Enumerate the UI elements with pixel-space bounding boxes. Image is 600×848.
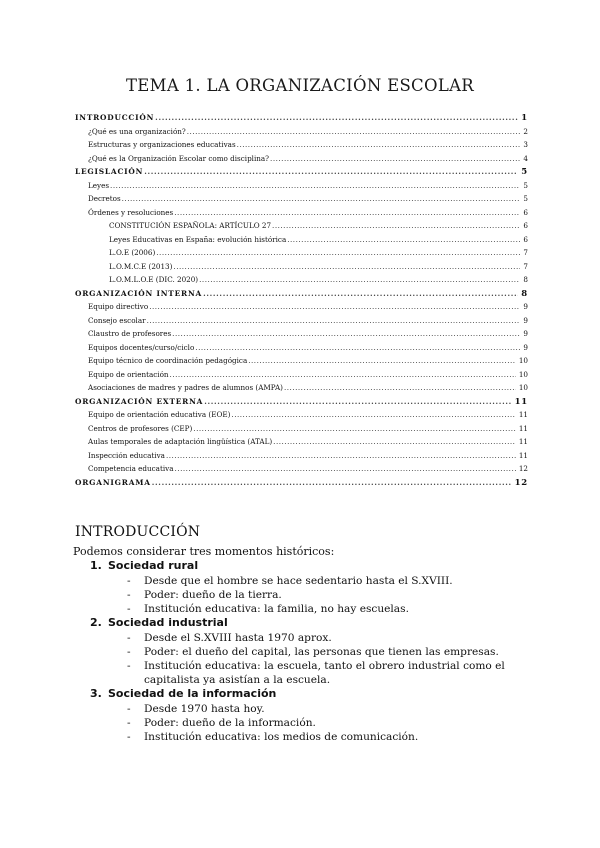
toc-dot-leader bbox=[204, 395, 511, 409]
toc-dot-leader bbox=[173, 260, 520, 274]
toc-dot-leader bbox=[248, 354, 516, 368]
bullet-text: Desde que el hombre se hace sedentario hasta el S.XVIII. bbox=[144, 574, 453, 587]
toc-entry-label: ORGANIZACIÓN EXTERNA bbox=[75, 396, 204, 406]
toc-entry[interactable] bbox=[75, 152, 528, 166]
toc-dot-leader bbox=[273, 435, 516, 449]
document-title: TEMA 1. LA ORGANIZACIÓN ESCOLAR bbox=[125, 76, 475, 95]
dash-bullet-icon: - bbox=[127, 731, 131, 744]
toc-dot-leader bbox=[147, 314, 521, 328]
toc-entry[interactable] bbox=[75, 246, 528, 260]
bullet-text: Institución educativa: la familia, no hay escuelas. bbox=[144, 602, 409, 615]
toc-dot-leader bbox=[149, 300, 520, 314]
toc-dot-leader bbox=[166, 449, 516, 463]
toc-entry-page: 11 bbox=[518, 437, 528, 446]
toc-entry-label: Aulas temporales de adaptación lingüística (ATAL) bbox=[88, 437, 273, 446]
toc-entry-label: ORGANIZACIÓN INTERNA bbox=[75, 288, 203, 298]
toc-dot-leader bbox=[270, 152, 520, 166]
toc-entry-label: Equipos docentes/curso/ciclo bbox=[88, 342, 195, 352]
toc-entry[interactable] bbox=[75, 368, 528, 382]
toc-entry-label: ORGANIGRAMA bbox=[75, 477, 151, 487]
toc-dot-leader bbox=[175, 462, 516, 476]
moment-bullet-list bbox=[73, 574, 533, 617]
bullet-text: Poder: el dueño del capital, las personas que tienen las empresas. bbox=[144, 645, 499, 658]
toc-entry-page: 9 bbox=[523, 315, 528, 325]
toc-entry-label: Consejo escolar bbox=[88, 315, 146, 325]
toc-entry-label: CONSTITUCIÓN ESPAÑOLA: ARTÍCULO 27 bbox=[109, 221, 272, 230]
toc-entry[interactable] bbox=[75, 165, 528, 179]
toc-entry-page: 9 bbox=[523, 329, 528, 338]
toc-dot-leader bbox=[272, 219, 520, 233]
toc-dot-leader bbox=[155, 111, 518, 125]
toc-entry[interactable] bbox=[75, 422, 528, 436]
toc-entry-label: Equipo de orientación bbox=[88, 369, 169, 379]
bullet-item bbox=[73, 588, 533, 602]
toc-entry[interactable] bbox=[75, 138, 528, 152]
toc-dot-leader bbox=[231, 408, 515, 422]
toc-entry[interactable] bbox=[75, 476, 528, 490]
toc-entry[interactable] bbox=[75, 192, 528, 206]
dash-bullet-icon: - bbox=[127, 574, 131, 587]
toc-entry-page: 11 bbox=[514, 396, 528, 407]
moment-title: Sociedad industrial bbox=[108, 616, 228, 630]
moment-bullet-list bbox=[73, 702, 533, 745]
bullet-text: Institución educativa: la escuela, tanto el obrero industrial como el capitalista ya asistían a la escuela. bbox=[144, 660, 505, 687]
toc-entry-label: ¿Qué es una organización? bbox=[88, 126, 186, 136]
dash-bullet-icon: - bbox=[127, 702, 131, 715]
toc-entry-page: 6 bbox=[523, 207, 528, 217]
moment-heading bbox=[73, 687, 533, 702]
bullet-item bbox=[73, 602, 533, 616]
toc-entry-page: 9 bbox=[523, 342, 528, 352]
dash-bullet-icon: - bbox=[127, 631, 131, 644]
toc-entry[interactable] bbox=[75, 111, 528, 125]
toc-entry-page: 5 bbox=[523, 180, 528, 190]
bullet-item bbox=[73, 730, 533, 744]
toc-entry-label: ¿Qué es la Organización Escolar como disciplina? bbox=[88, 153, 270, 163]
moment-heading bbox=[73, 559, 533, 574]
dash-bullet-icon: - bbox=[127, 602, 131, 615]
toc-entry-label: LEGISLACIÓN bbox=[75, 167, 144, 176]
toc-entry[interactable] bbox=[75, 287, 528, 301]
toc-entry-label: Competencia educativa bbox=[88, 464, 174, 473]
toc-entry[interactable] bbox=[75, 395, 528, 409]
toc-dot-leader bbox=[144, 165, 518, 179]
bullet-text: Poder: dueño de la información. bbox=[144, 717, 316, 730]
toc-entry-label: L.O.E (2006) bbox=[109, 248, 156, 257]
toc-dot-leader bbox=[172, 327, 520, 341]
toc-entry[interactable] bbox=[75, 435, 528, 449]
toc-entry-label: Equipo técnico de coordinación pedagógica bbox=[88, 356, 248, 365]
bullet-text: Desde el S.XVIII hasta 1970 aprox. bbox=[144, 631, 332, 644]
moment-title: Sociedad rural bbox=[108, 559, 199, 572]
toc-entry-label: Equipo de orientación educativa (EOE) bbox=[88, 410, 231, 419]
toc-entry[interactable] bbox=[75, 408, 528, 422]
bullet-item bbox=[73, 702, 533, 716]
bullet-item bbox=[73, 574, 533, 588]
toc-dot-leader bbox=[156, 246, 520, 260]
toc-entry-label: Leyes Educativas en España: evolución histórica bbox=[109, 234, 287, 244]
section-heading: INTRODUCCIÓN bbox=[75, 524, 201, 540]
toc-entry-page: 4 bbox=[523, 153, 528, 163]
toc-entry-page: 8 bbox=[521, 288, 528, 299]
moment-number: 3. bbox=[90, 687, 102, 701]
toc-entry[interactable] bbox=[75, 125, 528, 139]
toc-dot-leader bbox=[237, 138, 521, 152]
toc-entry[interactable] bbox=[75, 462, 528, 476]
moment-heading bbox=[73, 616, 533, 631]
toc-entry[interactable] bbox=[75, 300, 528, 314]
toc-entry-label: Estructuras y organizaciones educativas bbox=[88, 140, 236, 149]
moment-title: Sociedad de la información bbox=[108, 687, 277, 701]
toc-dot-leader bbox=[170, 368, 516, 382]
bullet-item bbox=[73, 716, 533, 730]
dash-bullet-icon: - bbox=[127, 588, 131, 601]
toc-entry-page: 9 bbox=[523, 302, 528, 311]
historical-moments-list bbox=[73, 559, 533, 745]
moment-item bbox=[73, 687, 533, 744]
toc-entry-label: Equipo directivo bbox=[88, 302, 149, 311]
toc-entry[interactable] bbox=[75, 381, 528, 395]
toc-entry-page: 7 bbox=[523, 261, 528, 271]
toc-entry[interactable] bbox=[75, 314, 528, 328]
toc-entry[interactable] bbox=[75, 260, 528, 274]
bullet-text: Desde 1970 hasta hoy. bbox=[144, 702, 265, 715]
toc-entry-label: L.O.M.L.O.E (DIC. 2020) bbox=[109, 275, 199, 284]
bullet-item bbox=[73, 645, 533, 659]
toc-entry[interactable] bbox=[75, 179, 528, 193]
dash-bullet-icon: - bbox=[127, 717, 131, 730]
toc-entry-label: L.O.M.C.E (2013) bbox=[109, 261, 173, 271]
dash-bullet-icon: - bbox=[127, 660, 131, 673]
toc-entry-label: Decretos bbox=[88, 194, 121, 203]
toc-dot-leader bbox=[193, 422, 516, 436]
toc-entry-label: INTRODUCCIÓN bbox=[75, 113, 155, 122]
bullet-item bbox=[73, 631, 533, 645]
dash-bullet-icon: - bbox=[127, 645, 131, 658]
toc-dot-leader bbox=[187, 125, 521, 139]
toc-entry[interactable] bbox=[75, 327, 528, 341]
toc-entry-page: 12 bbox=[514, 477, 528, 488]
toc-entry-label: Órdenes y resoluciones bbox=[88, 207, 174, 217]
toc-entry[interactable] bbox=[75, 219, 528, 233]
moment-number: 1. bbox=[90, 559, 102, 572]
toc-entry-page: 11 bbox=[518, 410, 528, 419]
toc-dot-leader bbox=[287, 233, 520, 247]
toc-entry-page: 10 bbox=[518, 356, 528, 365]
moment-item bbox=[73, 559, 533, 616]
toc-entry-page: 6 bbox=[523, 221, 528, 230]
toc-entry[interactable] bbox=[75, 341, 528, 355]
toc-entry[interactable] bbox=[75, 233, 528, 247]
toc-dot-leader bbox=[195, 341, 520, 355]
bullet-text: Poder: dueño de la tierra. bbox=[144, 588, 282, 601]
toc-entry-page: 10 bbox=[518, 383, 528, 392]
moment-bullet-list bbox=[73, 631, 533, 688]
toc-entry-page: 1 bbox=[521, 113, 528, 123]
toc-entry[interactable] bbox=[75, 354, 528, 368]
toc-dot-leader bbox=[152, 476, 512, 490]
section-body bbox=[73, 545, 533, 745]
toc-entry-page: 11 bbox=[518, 450, 528, 460]
toc-entry-page: 5 bbox=[521, 167, 528, 177]
toc-entry-page: 3 bbox=[523, 140, 528, 149]
toc-entry-page: 11 bbox=[518, 423, 528, 433]
toc-entry-page: 5 bbox=[523, 194, 528, 203]
toc-entry-page: 8 bbox=[523, 275, 528, 284]
toc-entry-page: 7 bbox=[523, 248, 528, 257]
toc-entry[interactable] bbox=[75, 273, 528, 287]
toc-entry-page: 6 bbox=[523, 234, 528, 244]
toc-dot-leader bbox=[110, 179, 520, 193]
moment-item bbox=[73, 616, 533, 687]
moment-number: 2. bbox=[90, 616, 102, 630]
toc-entry-label: Centros de profesores (CEP) bbox=[88, 423, 193, 433]
toc-entry-label: Claustro de profesores bbox=[88, 329, 172, 338]
table-of-contents bbox=[75, 111, 528, 489]
toc-dot-leader bbox=[174, 206, 520, 220]
toc-dot-leader bbox=[122, 192, 521, 206]
bullet-text: Institución educativa: los medios de comunicación. bbox=[144, 731, 419, 744]
bullet-item bbox=[73, 659, 533, 687]
toc-entry[interactable] bbox=[75, 449, 528, 463]
toc-entry-label: Inspección educativa bbox=[88, 450, 165, 460]
toc-entry-label: Leyes bbox=[88, 180, 110, 190]
toc-dot-leader bbox=[284, 381, 516, 395]
toc-dot-leader bbox=[199, 273, 520, 287]
toc-entry-page: 2 bbox=[523, 126, 528, 136]
toc-dot-leader bbox=[203, 287, 518, 301]
intro-paragraph: Podemos considerar tres momentos históricos: bbox=[73, 545, 335, 558]
toc-entry-page: 10 bbox=[518, 369, 528, 379]
toc-entry[interactable] bbox=[75, 206, 528, 220]
toc-entry-page: 12 bbox=[518, 464, 528, 473]
toc-entry-label: Asociaciones de madres y padres de alumnos (AMPA) bbox=[88, 383, 283, 392]
